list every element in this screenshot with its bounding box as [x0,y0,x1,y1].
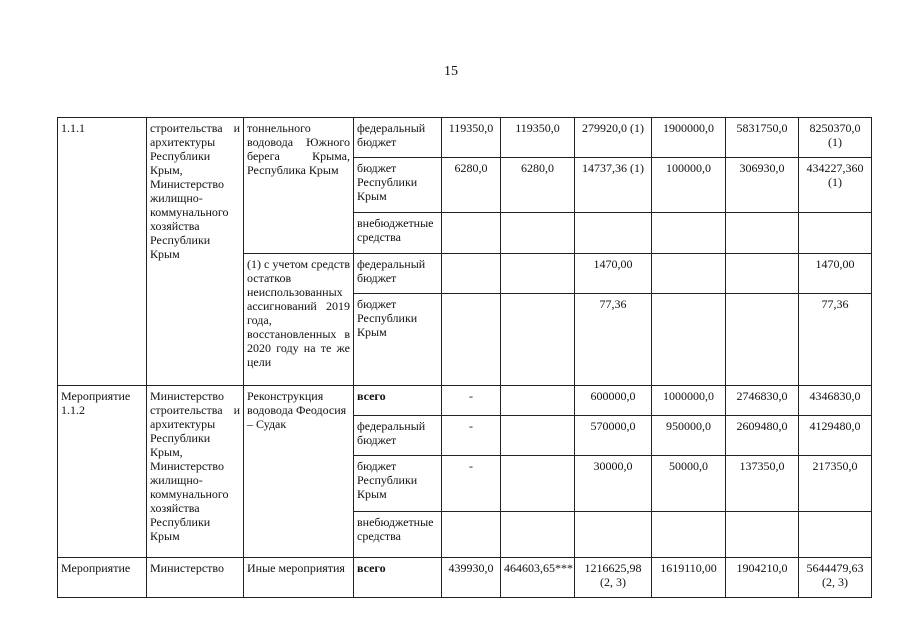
executor-cell: Министерство строительства и архитектуры Республики Крым, Министерство жилищно-коммунального хозяйства Республики Крым [147,386,244,558]
funding-source-cell: всего [354,386,442,416]
funding-source-cell: федеральный бюджет [354,254,442,294]
value-cell: 119350,0 [442,118,501,158]
executor-cell: строительства и архитектуры Республики Крым, Министерство жилищно-коммунального хозяйства Республики Крым [147,118,244,386]
value-cell: 570000,0 [575,416,652,456]
value-cell: - [442,386,501,416]
value-cell: - [442,456,501,512]
funding-source-cell: внебюджетные средства [354,213,442,254]
table-row [58,386,872,416]
value-cell: 8250370,0 (1) [799,118,872,158]
value-cell: 1470,00 [799,254,872,294]
event-id-cell: 1.1.1 [58,118,147,386]
funding-source-cell: внебюджетные средства [354,512,442,558]
value-cell: 279920,0 (1) [575,118,652,158]
table-row [58,558,872,598]
page-number: 15 [444,64,458,79]
value-cell: 6280,0 [442,158,501,213]
event-name-cell: тоннельного водовода Южного берега Крыма, Республика Крым [244,118,354,254]
value-cell: 217350,0 [799,456,872,512]
funding-source-cell: федеральный бюджет [354,416,442,456]
value-cell: 5831750,0 [726,118,799,158]
value-cell: 306930,0 [726,158,799,213]
funding-source-cell: бюджет Республики Крым [354,294,442,386]
funding-source-cell: федеральный бюджет [354,118,442,158]
value-cell: 1470,00 [575,254,652,294]
value-cell: 464603,65*** [501,558,575,598]
funding-source-cell: бюджет Республики Крым [354,158,442,213]
value-cell: 600000,0 [575,386,652,416]
value-cell: 100000,0 [652,158,726,213]
value-cell: 14737,36 (1) [575,158,652,213]
value-cell: 1904210,0 [726,558,799,598]
value-cell: 1900000,0 [652,118,726,158]
budget-table [57,117,872,598]
value-cell: - [442,416,501,456]
value-cell: 119350,0 [501,118,575,158]
value-cell: 4346830,0 [799,386,872,416]
value-cell: 2609480,0 [726,416,799,456]
value-cell: 1000000,0 [652,386,726,416]
value-cell: 30000,0 [575,456,652,512]
table-row [58,118,872,158]
event-name-cell: Реконструкция водовода Феодосия – Судак [244,386,354,558]
event-note-cell: (1) с учетом средств остатков неиспользованных ассигнований 2019 года, восстановленных в 2020 году на те же цели [244,254,354,386]
value-cell: 2746830,0 [726,386,799,416]
event-id-cell: Мероприятие [58,558,147,598]
event-name-cell: Иные мероприятия [244,558,354,598]
value-cell: 950000,0 [652,416,726,456]
value-cell: 4129480,0 [799,416,872,456]
value-cell: 77,36 [799,294,872,386]
value-cell: 439930,0 [442,558,501,598]
value-cell: 50000,0 [652,456,726,512]
funding-source-cell: всего [354,558,442,598]
value-cell: 6280,0 [501,158,575,213]
value-cell: 1619110,00 [652,558,726,598]
executor-cell: Министерство [147,558,244,598]
value-cell: 1216625,98 (2, 3) [575,558,652,598]
value-cell: 434227,360 (1) [799,158,872,213]
funding-source-cell: бюджет Республики Крым [354,456,442,512]
value-cell: 137350,0 [726,456,799,512]
event-id-cell: Мероприятие 1.1.2 [58,386,147,558]
value-cell: 77,36 [575,294,652,386]
value-cell: 5644479,63 (2, 3) [799,558,872,598]
